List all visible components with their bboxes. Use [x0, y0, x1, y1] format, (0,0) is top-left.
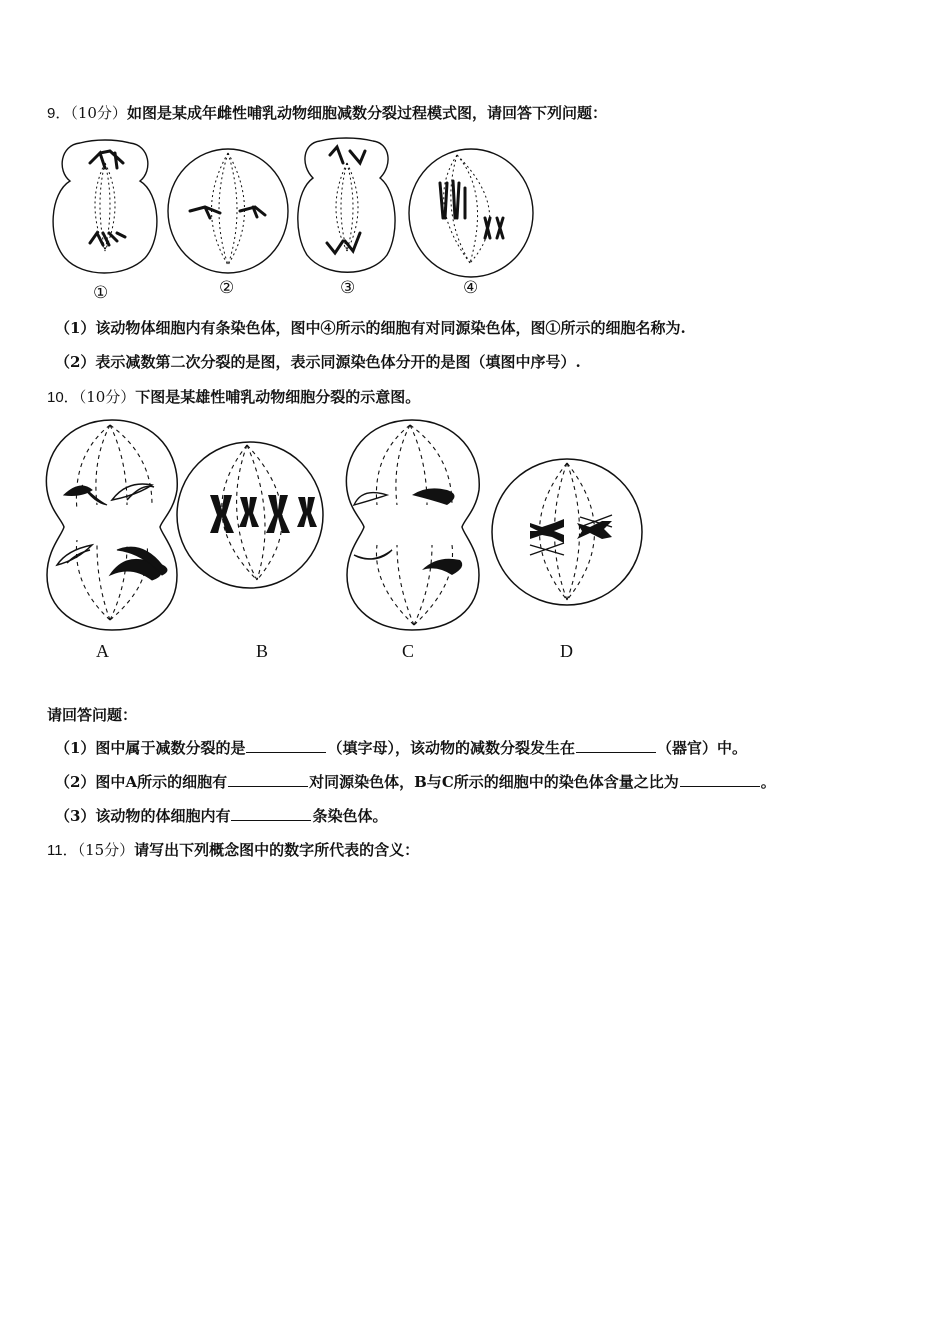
fig10-label-C: C [402, 641, 415, 661]
q10-part1-text-a: （1）图中属于减数分裂的是 [55, 739, 246, 757]
fig9-label-3: ③ [340, 278, 356, 298]
q10-part2-text-b: 所示的细胞有 [137, 773, 228, 791]
q10-part2-text-a: （2）图中 [55, 773, 126, 791]
fig10-label-B: B [256, 641, 269, 661]
q10-part2 [55, 771, 776, 792]
q10-part2-letter-A: A [125, 773, 138, 791]
q10-part1-blank-2[interactable] [576, 737, 656, 753]
q10-part1 [55, 737, 747, 758]
q10-part2-text-f: 。 [760, 773, 776, 791]
q10-part2-letter-B: B [414, 773, 427, 791]
q10-part3-blank[interactable] [231, 805, 311, 821]
q10-prompt: 请回答问题： [47, 706, 138, 724]
q10-part2-blank-2[interactable] [680, 771, 760, 787]
q10-score: （10分） [78, 388, 136, 406]
q10-part1-text-b: （填字母），该动物的减数分裂发生在 [327, 739, 575, 757]
q11-number: 11． [47, 842, 78, 859]
cell-2-outline [168, 149, 288, 273]
q9-part2: （2）表示减数第二次分裂的是图，表示同源染色体分开的是图（填图中序号）. [55, 353, 581, 371]
q10-figure [42, 415, 652, 665]
q10-stem-line [47, 387, 420, 408]
cell-1-outline [53, 140, 157, 273]
q10-part1-blank-1[interactable] [246, 737, 326, 753]
cell-4-outline [409, 149, 533, 277]
q10-part1-text-c: （器官）中。 [656, 739, 747, 757]
fig9-label-4: ④ [463, 278, 479, 298]
q10-part3-text-a: （3）该动物的体细胞内有 [55, 807, 231, 825]
q10-part2-text-e: 所示的细胞中的染色体含量之比为 [453, 773, 679, 791]
cell-C-outline [346, 420, 479, 630]
fig9-label-2: ② [219, 278, 235, 298]
fig10-label-D: D [560, 641, 573, 661]
q9-number: 9． [47, 105, 71, 122]
q9-stem-line [47, 103, 607, 124]
q9-stem: 如图是某成年雌性哺乳动物细胞减数分裂过程模式图，请回答下列问题： [126, 104, 607, 122]
cell-3-outline [298, 138, 395, 272]
q10-part3-text-b: 条染色体。 [312, 807, 388, 825]
q10-part2-text-d: 与 [426, 773, 442, 791]
q11-stem-line [47, 840, 419, 861]
q10-part2-blank-1[interactable] [228, 771, 308, 787]
cell-D-outline [492, 459, 642, 605]
q11-score: （15分） [77, 841, 135, 859]
q10-part2-letter-C: C [441, 773, 454, 791]
q11-stem: 请写出下列概念图中的数字所代表的含义： [134, 841, 420, 859]
q10-part3 [55, 805, 387, 826]
q10-part2-text-c: 对同源染色体， [309, 773, 415, 791]
fig9-label-1: ① [93, 283, 109, 303]
q9-part1: （1）该动物体细胞内有条染色体，图中④所示的细胞有对同源染色体，图①所示的细胞名称为. [55, 319, 686, 337]
q9-figure [45, 133, 540, 303]
q10-number: 10． [47, 389, 79, 406]
q9-score: （10分） [70, 104, 127, 122]
cell-A-outline [46, 420, 177, 630]
fig10-label-A: A [96, 641, 109, 661]
q10-stem: 下图是某雄性哺乳动物细胞分裂的示意图。 [135, 388, 421, 406]
